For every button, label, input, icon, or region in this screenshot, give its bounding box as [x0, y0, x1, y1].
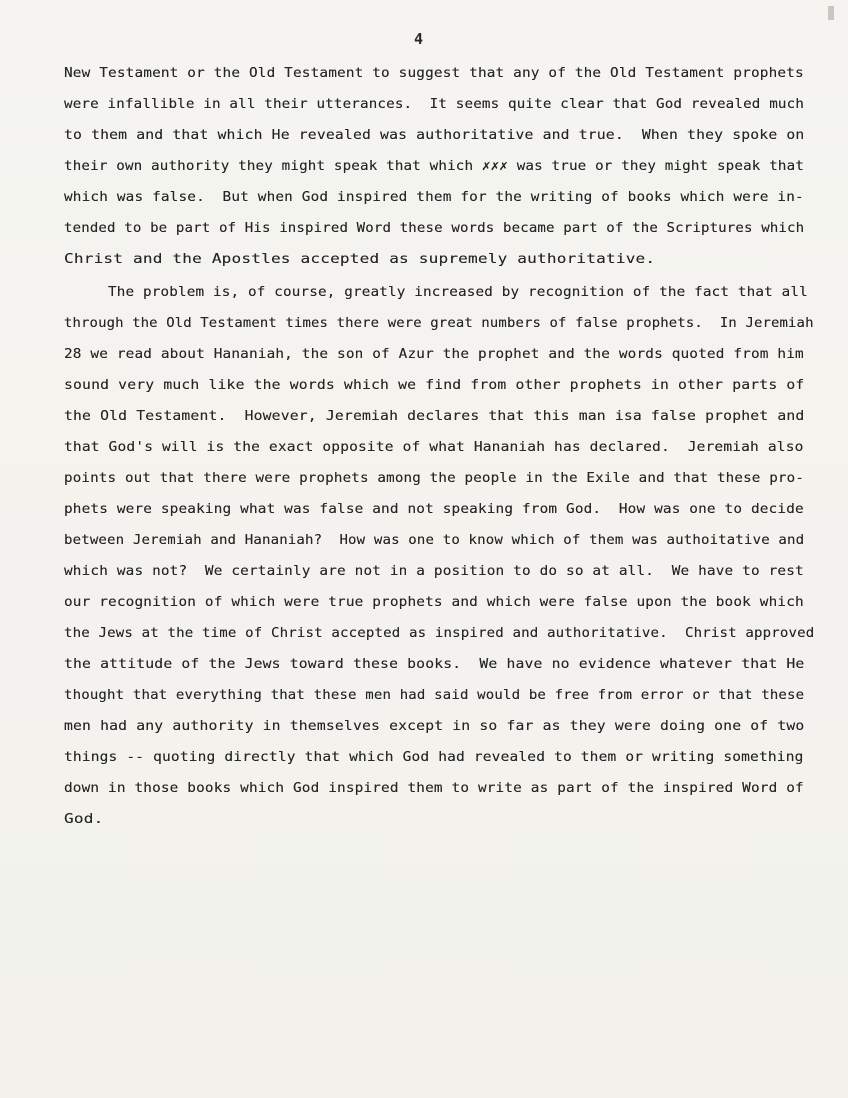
page-number: 4 — [414, 30, 424, 48]
text-line: through the Old Testament times there were great numbers of false prophets. In Jeremiah — [64, 316, 814, 331]
text-line: tended to be part of His inspired Word these words became part of the Scriptures which — [64, 221, 805, 236]
text-line: The problem is, of course, greatly increased by recognition of the fact that all — [108, 285, 808, 300]
text-line: the Old Testament. However, Jeremiah declares that this man isa false prophet and — [64, 409, 805, 424]
text-line: things -- quoting directly that which God had revealed to them or writing something — [64, 750, 804, 765]
text-line: our recognition of which were true prophets and which were false upon the book which — [64, 595, 804, 610]
text-line: phets were speaking what was false and not speaking from God. How was one to decide — [64, 502, 804, 517]
text-line: men had any authority in themselves except in so far as they were doing one of two — [64, 719, 805, 734]
text-line: the Jews at the time of Christ accepted as inspired and authoritative. Christ approved — [64, 626, 815, 641]
text-line: that God's will is the exact opposite of what Hananiah has declared. Jeremiah also — [64, 440, 804, 455]
text-line: which was not? We certainly are not in a position to do so at all. We have to rest — [64, 564, 804, 579]
text-line: God. — [64, 812, 104, 827]
text-line: down in those books which God inspired them to write as part of the inspired Word of — [64, 781, 804, 796]
text-line: the attitude of the Jews toward these books. We have no evidence whatever that He — [64, 657, 805, 672]
text-line: between Jeremiah and Hananiah? How was one to know which of them was authoitative and — [64, 533, 805, 548]
paper-edge-mark — [828, 6, 834, 20]
text-line: sound very much like the words which we find from other prophets in other parts of — [64, 378, 805, 393]
text-line: thought that everything that these men had said would be free from error or that these — [64, 688, 805, 703]
text-line: were infallible in all their utterances. It seems quite clear that God revealed much — [64, 97, 805, 112]
text-line: New Testament or the Old Testament to suggest that any of the Old Testament prophets — [64, 66, 804, 81]
text-line: their own authority they might speak that which ✗✗✗ was true or they might speak that — [64, 159, 805, 174]
text-line: which was false. But when God inspired them for the writing of books which were in- — [64, 190, 804, 205]
text-line: 28 we read about Hananiah, the son of Azur the prophet and the words quoted from him — [64, 347, 804, 362]
text-line: Christ and the Apostles accepted as supremely authoritative. — [64, 252, 656, 267]
text-line: to them and that which He revealed was authoritative and true. When they spoke on — [64, 128, 805, 143]
text-line: points out that there were prophets among the people in the Exile and that these pro- — [64, 471, 805, 486]
